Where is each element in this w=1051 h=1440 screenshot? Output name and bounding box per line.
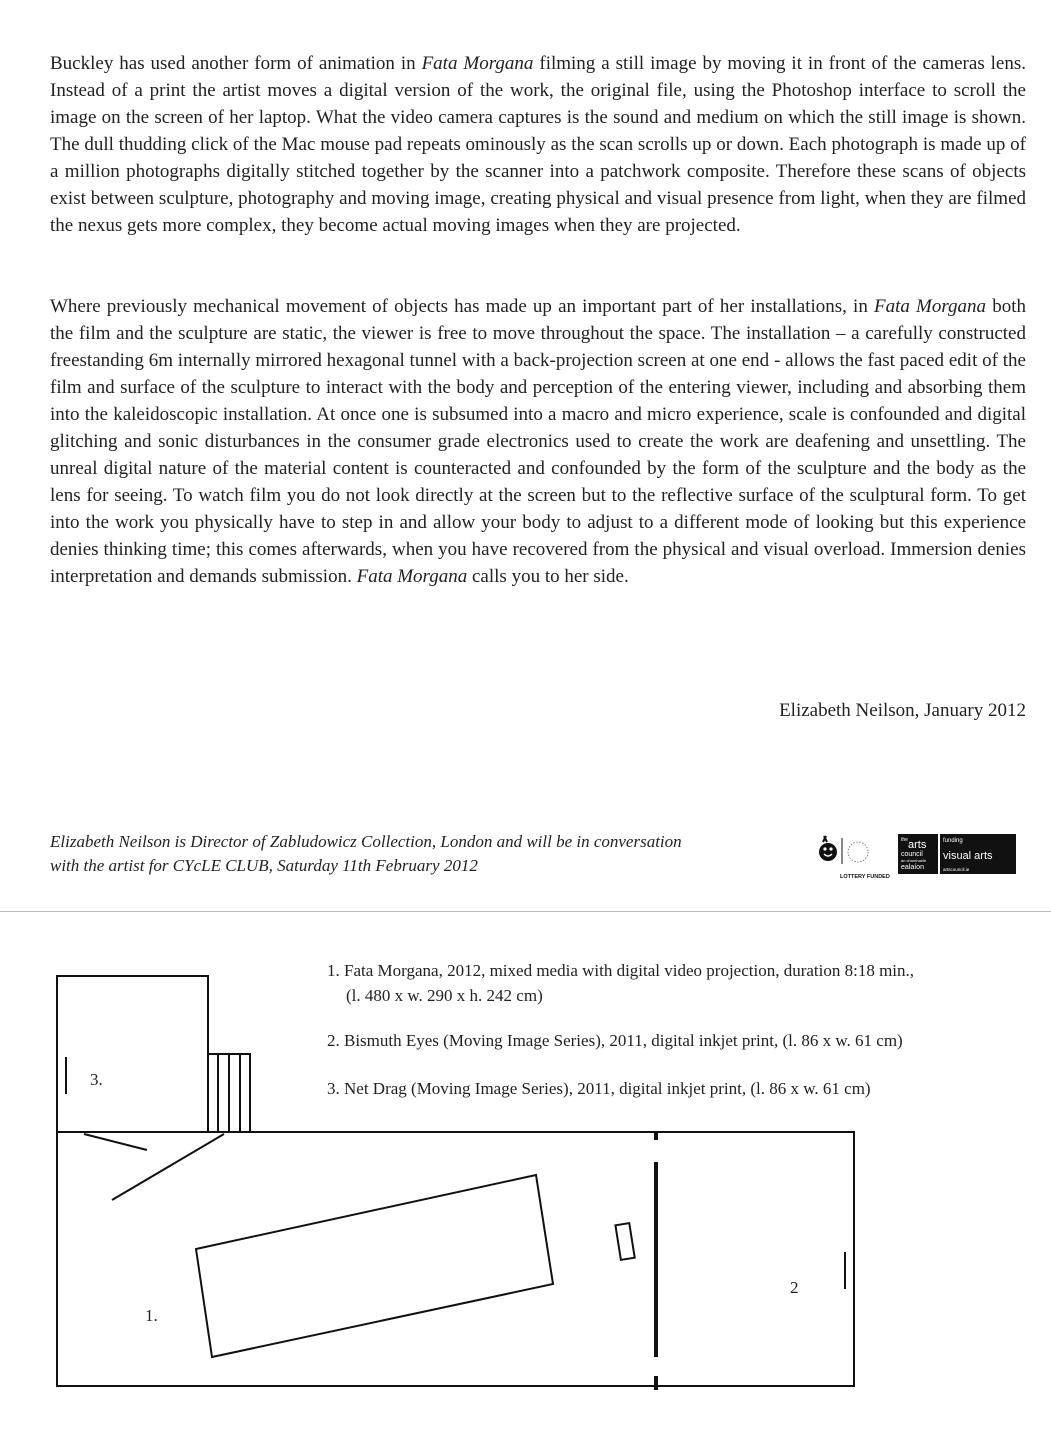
essay-paragraph-2 — [50, 293, 1026, 590]
funder-logos — [812, 832, 1022, 882]
plan-door-swing-1 — [84, 1134, 147, 1150]
plan-steps — [208, 1054, 250, 1132]
arts-council-chomhairle: an chomhairle — [901, 858, 927, 863]
plan-label-1: 1. — [145, 1306, 158, 1325]
essay-p1-text-b: filming a still image by moving it in front of the cameras lens. Instead of a print the artist moves a digital version of the work, the original file, using the Photoshop interface to scroll the image on the screen of her laptop. What the video camera captures is the sound and medium on which the still image is shown. The dull thudding click of the Mac mouse pad repeats ominously as the scan scrolls up or down. Each photograph is made up of a million photographs digitally stitched together by the scanner into a patchwork composite. Therefore these scans of objects exist between sculpture, photography and moving image, creating physical and visual presence from light, when they are filmed the nexus gets more complex, they become actual moving images when they are projected. — [50, 53, 1027, 236]
author-signature: Elizabeth Neilson, January 2012 — [779, 700, 1026, 721]
author-note — [50, 830, 810, 878]
plan-label-3: 3. — [90, 1070, 103, 1089]
arts-council-ealaion: ealaíon — [901, 864, 924, 871]
section-divider — [0, 911, 1051, 912]
caption-3: 3. Net Drag (Moving Image Series), 2011, digital inkjet print, (l. 86 x w. 61 cm) — [327, 1079, 871, 1098]
essay-p2-text-c: calls you to her side. — [467, 566, 629, 587]
essay-p1-text-a: Buckley has used another form of animation in — [50, 53, 422, 74]
caption-1 — [327, 958, 1047, 1008]
author-note-line-1: Elizabeth Neilson is Director of Zabludowicz Collection, London and will be in conversation — [50, 832, 682, 851]
lottery-funded-label: LOTTERY FUNDED — [840, 874, 890, 880]
arts-council-logo — [898, 834, 1016, 874]
caption-1-line-2: (l. 480 x w. 290 x h. 242 cm) — [346, 986, 543, 1005]
plan-tunnel-sculpture — [196, 1175, 553, 1357]
funding-label: funding — [943, 838, 963, 844]
plan-small-room — [57, 976, 208, 1132]
essay-p2-text-a: Where previously mechanical movement of objects has made up an important part of her installations, in — [50, 296, 874, 317]
plan-label-2: 2 — [790, 1278, 799, 1297]
author-note-line-2: with the artist for CYcLE CLUB, Saturday 11th February 2012 — [50, 856, 478, 875]
essay-p2-text-b: both the film and the sculpture are static, the viewer is free to move throughout the space. The installation – a carefully constructed freestanding 6m internally mirrored hexagonal tunnel with a back-projection screen at one end - allows the fast paced edit of the film and surface of the sculpture to interact with the body and perception of the entering viewer, including and absorbing them into the kaleidoscopic installation. At once one is subsumed into a macro and micro experience, scale is confounded and digital glitching and sonic disturbances in the consumer grade electronics used to create the work are deafening and unsettling. The unreal digital nature of the material content is counteracted and confounded by the form of the sculpture and the body as the lens for seeing. To watch film you do not look directly at the screen but to the reflective surface of the sculptural form. To get into the work you physically have to step in and allow your body to adjust to a different mode of looking but this experience denies thinking time; this comes afterwards, when you have recovered from the physical and visual overload. Immersion denies interpretation and demands submission. — [50, 296, 1027, 587]
caption-1-line-1: 1. Fata Morgana, 2012, mixed media with digital video projection, duration 8:18 min., — [327, 961, 915, 980]
essay-paragraph-1 — [50, 50, 1026, 239]
lottery-logo — [819, 836, 890, 880]
plan-main-room — [57, 1132, 854, 1386]
arts-council-the: the — [901, 837, 908, 843]
caption-2: 2. Bismuth Eyes (Moving Image Series), 2011, digital inkjet print, (l. 86 x w. 61 cm) — [327, 1031, 903, 1050]
lottery-crossed-fingers-icon — [819, 836, 837, 861]
artwork-title-italic: Fata Morgana — [356, 566, 468, 587]
plan-door-swing-2 — [112, 1134, 224, 1200]
arts-council-website: artscouncil.ie — [943, 867, 970, 872]
arts-council-arts: arts — [908, 839, 927, 851]
visual-arts-label: visual arts — [943, 850, 993, 862]
artwork-title-italic: Fata Morgana — [874, 296, 987, 317]
artwork-title-italic: Fata Morgana — [421, 53, 534, 74]
arts-council-council: council — [901, 851, 923, 858]
floor-plan — [0, 940, 1051, 1440]
good-causes-seal — [848, 842, 868, 862]
plan-projector — [615, 1223, 634, 1260]
